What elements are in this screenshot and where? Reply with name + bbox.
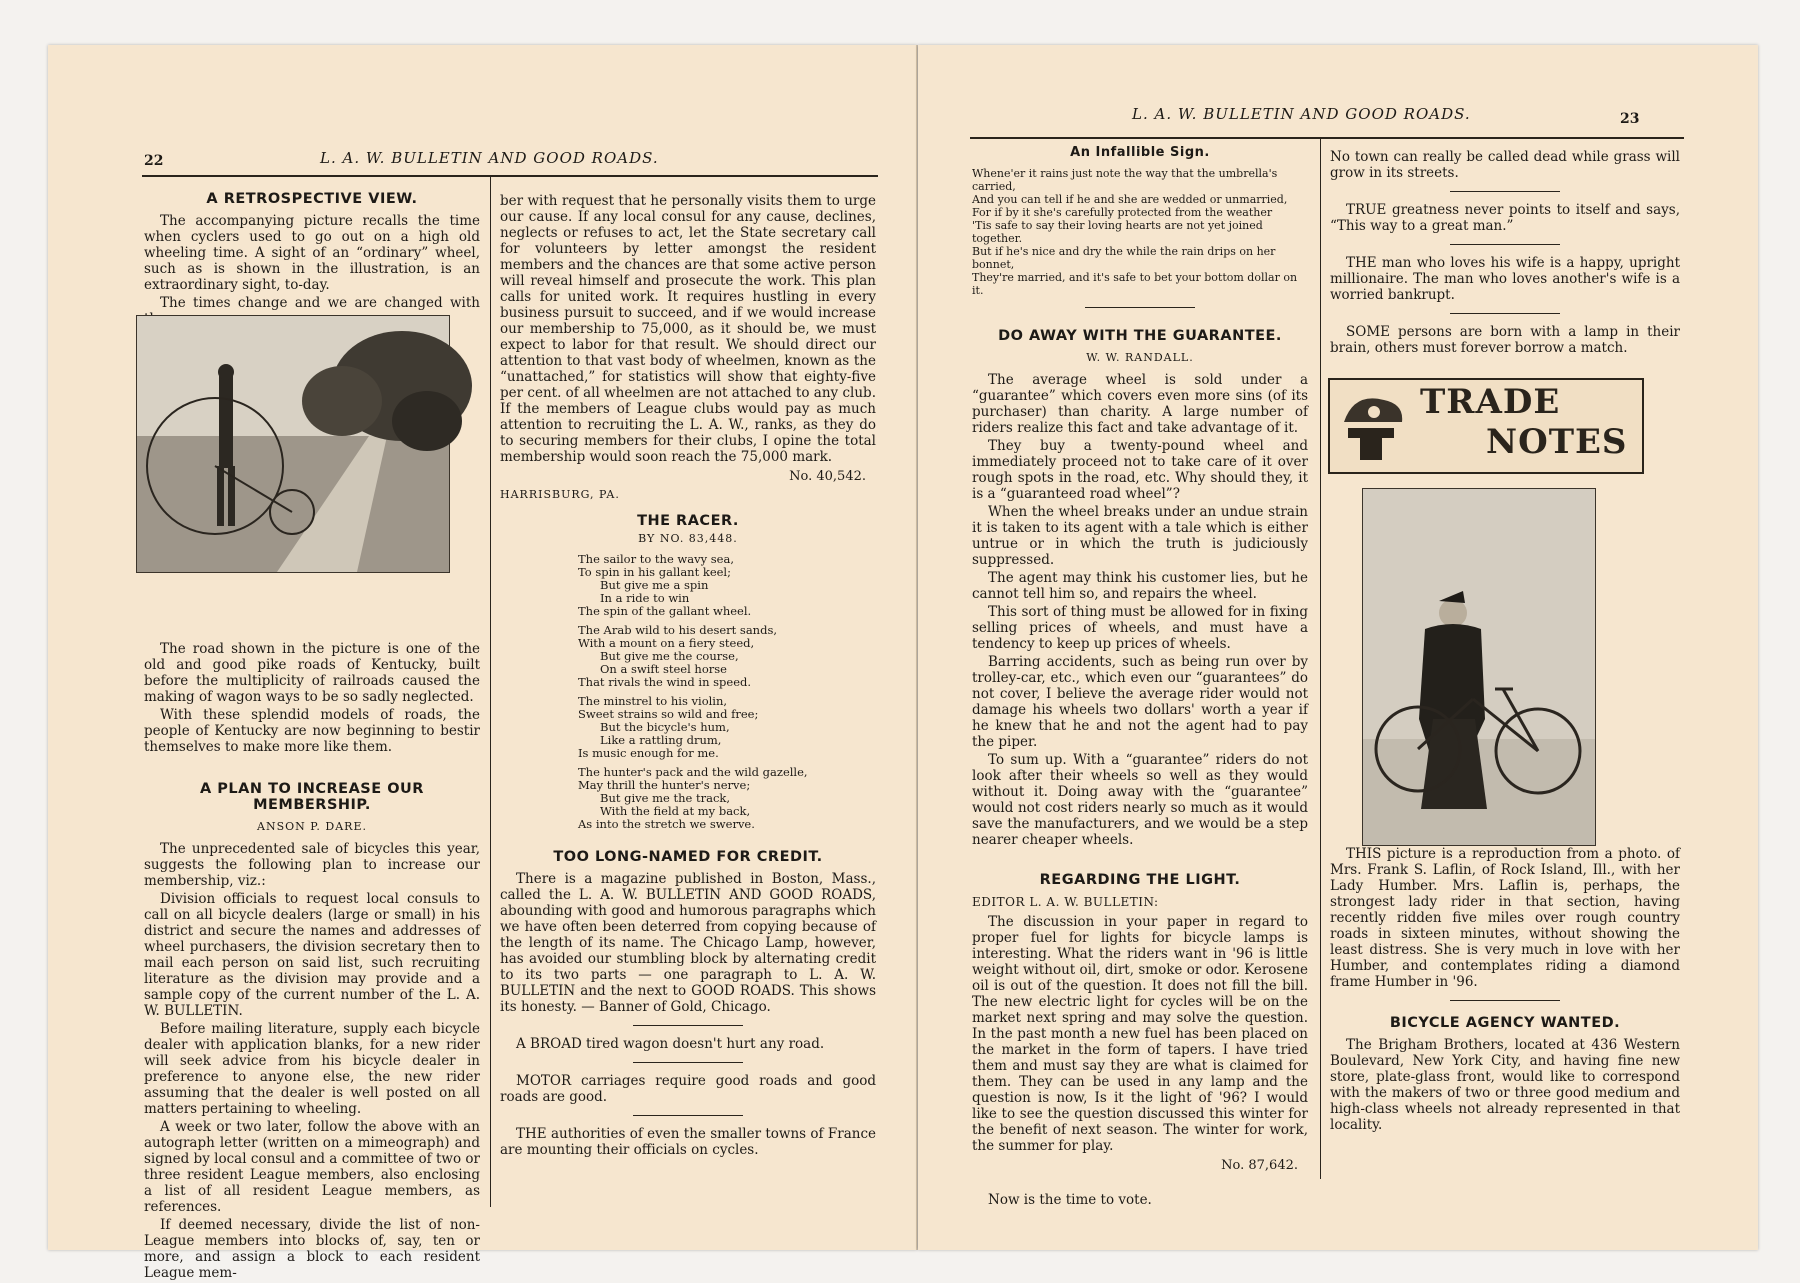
guarantee-title: DO AWAY WITH THE GUARANTEE. <box>998 328 1282 344</box>
poem-line: Sweet strains so wild and free; <box>578 707 759 721</box>
credit-paragraph: There is a magazine published in Boston, Mass., called the L. A. W. BULLETIN AND GOOD ROADS, abounding with good and humorous paragraphs which we have often been deterred from copying because of the length of its name. The Chicago Lamp, however, has avoided our stumbling block by alternating credit to its two parts — one paragraph to L. A. W. BULLETIN and the next to GOOD ROADS. This shows its honesty. — Banner of Gold, Chicago. <box>500 871 876 1015</box>
guarantee-paragraph: They buy a twenty-pound wheel and immediately proceed not to take care of it over rough spots in the road, etc. Why should they, it is a “guaranteed road wheel”? <box>972 438 1308 502</box>
membership-paragraph: The unprecedented sale of bicycles this year, suggests the following plan to increase our membership, viz.: <box>144 841 480 889</box>
poem-line: For if by it she's carefully protected from the weather <box>972 206 1273 219</box>
filler-item: TRUE greatness never points to itself and says, “This way to a great man.” <box>1330 202 1680 234</box>
left-page <box>48 45 917 1281</box>
left-page-number: 22 <box>144 153 164 169</box>
poem-line: On a swift steel horse <box>600 662 727 676</box>
retrospective-paragraph: The times change and we are changed with <box>160 295 480 311</box>
separator-rule <box>633 1025 743 1026</box>
right-column-1 <box>972 141 1308 1210</box>
poem-line: But give me a spin <box>600 578 709 592</box>
poem-stanza <box>578 553 876 618</box>
poem-line: In a ride to win <box>600 591 690 605</box>
membership-title: A PLAN TO INCREASE OUR MEMBERSHIP. <box>200 781 424 813</box>
filler-item: THE man who loves his wife is a happy, upright millionaire. The man who loves another's wife is a worried bankrupt. <box>1330 255 1680 303</box>
poem-line: With a mount on a fiery steed, <box>578 636 755 650</box>
poem-line: May thrill the hunter's nerve; <box>578 778 751 792</box>
anvil-icon <box>1334 382 1412 470</box>
trade-notes-banner <box>1328 378 1644 474</box>
separator-rule <box>633 1115 743 1116</box>
right-column-rule <box>1320 139 1321 1179</box>
guarantee-paragraph: The agent may think his customer lies, but he cannot tell him so, and repairs the wheel. <box>972 570 1308 602</box>
filler-item: THE authorities of even the smaller towns of France are mounting their officials on cycles. <box>500 1126 876 1158</box>
separator-rule <box>1450 191 1560 192</box>
light-title: REGARDING THE LIGHT. <box>1039 872 1241 888</box>
filler-item: A BROAD tired wagon doesn't hurt any road. <box>516 1036 825 1052</box>
racer-poem <box>578 553 876 831</box>
poem-line: And you can tell if he and she are wedded or unmarried, <box>972 193 1288 206</box>
notes-word: NOTES <box>1486 422 1628 462</box>
left-column-rule <box>490 175 491 1207</box>
right-header-rule <box>970 137 1684 139</box>
left-running-head: L. A. W. BULLETIN AND GOOD ROADS. <box>320 149 659 167</box>
guarantee-paragraph: This sort of thing must be allowed for in fixing selling prices of wheels, and must have a tendency to keep up prices of wheels. <box>972 604 1308 652</box>
sign-title: An Infallible Sign. <box>1070 145 1210 160</box>
left-column-2 <box>500 193 876 1160</box>
poem-line: 'Tis safe to say their loving hearts are not yet joined together. <box>972 219 1263 245</box>
woman-with-bicycle-illustration <box>1363 489 1595 845</box>
poem-line: Is music enough for me. <box>578 746 719 760</box>
poem-line: The minstrel to his violin, <box>578 694 728 708</box>
poem-line: Whene'er it rains just note the way that the umbrella's carried, <box>972 167 1278 193</box>
separator-rule <box>1450 244 1560 245</box>
agency-paragraph: The Brigham Brothers, located at 436 Western Boulevard, New York City, and having fine new store, plate-glass front, would like to correspond with the makers of two or three good medium and high-class wheels not already represented in that locality. <box>1330 1037 1680 1133</box>
filler-item: SOME persons are born with a lamp in their brain, others must forever borrow a match. <box>1330 324 1680 356</box>
poem-line: But give me the course, <box>600 649 739 663</box>
membership-paragraph: Division officials to request local consuls to call on all bicycle dealers (large or small) in his district and secure the names and addresses of wheel purchasers, the division secretary then to mail each person on said list, such recruiting literature as the division may provide and a sample copy of the current number of the L. A. W. BULLETIN. <box>144 891 480 1019</box>
poem-stanza <box>578 695 876 760</box>
guarantee-byline: W. W. RANDALL. <box>1086 351 1194 364</box>
right-running-head: L. A. W. BULLETIN AND GOOD ROADS. <box>1132 105 1471 123</box>
poem-line: Like a rattling drum, <box>600 733 722 747</box>
poem-line: But the bicycle's hum, <box>600 720 730 734</box>
retrospective-paragraph: With these splendid models of roads, the people of Kentucky are now beginning to bestir themselves to make more like them. <box>144 707 480 755</box>
filler-item: No town can really be called dead while grass will grow in its streets. <box>1330 149 1680 181</box>
light-paragraph: The discussion in your paper in regard to proper fuel for lights for bicycle lamps is interesting. What the riders want in '96 is little weight without oil, dirt, smoke or odor. Kerosene oil is out of the question. It does not fill the bill. The new electric light for cycles will be on the market next spring and may solve the question. In the past month a new fuel has been placed on the market in the form of tapers. I have tried them and must say they are what is claimed for them. They can be used in any lamp and the question is now, Is it the light of '96? I would like to see the question discussed this winter for the benefit of next season. The winter for work, the summer for play. <box>972 914 1308 1154</box>
poem-line: With the field at my back, <box>600 804 751 818</box>
poem-line: The Arab wild to his desert sands, <box>578 623 778 637</box>
right-page-number: 23 <box>1620 111 1640 127</box>
poem-stanza <box>578 624 876 689</box>
poem-line: They're married, and it's safe to bet your bottom dollar on it. <box>972 271 1298 297</box>
trade-word: TRADE <box>1420 382 1561 422</box>
separator-rule <box>1450 1000 1560 1001</box>
membership-paragraph: Before mailing literature, supply each bicycle dealer with application blanks, for a new rider will seek advice from his bicycle dealer in preference to anyone else, the new rider assuming that the dealer is well posted on all matters pertaining to wheeling. <box>144 1021 480 1117</box>
laflin-photo <box>1362 488 1596 846</box>
poem-line: The spin of the gallant wheel. <box>578 604 752 618</box>
racer-title: THE RACER. <box>637 513 739 529</box>
vote-line: Now is the time to vote. <box>988 1192 1152 1208</box>
separator-rule <box>1085 307 1195 308</box>
light-salutation: EDITOR L. A. W. BULLETIN: <box>972 895 1159 909</box>
right-page <box>918 45 1758 1250</box>
ordinary-bicycle-photo <box>136 315 450 573</box>
separator-rule <box>1450 313 1560 314</box>
guarantee-paragraph: When the wheel breaks under an undue strain it is taken to its agent with a tale which is either untrue or in which the truth is judiciously suppressed. <box>972 504 1308 568</box>
filler-item: MOTOR carriages require good roads and good roads are good. <box>500 1073 876 1105</box>
guarantee-paragraph: Barring accidents, such as being run over by trolley-car, etc., which even our “guarantees” do not cover, I believe the average rider would not damage his wheels two dollars' worth a year if he knew that he and not the agent had to pay the piper. <box>972 654 1308 750</box>
membership-paragraph: If deemed necessary, divide the list of non-League members into blocks of, say, ten or more, and assign a block to each resident League mem- <box>144 1217 480 1281</box>
membership-number: No. 40,542. <box>789 469 866 484</box>
poem-line: To spin in his gallant keel; <box>578 565 731 579</box>
poem-line: But if he's nice and dry the while the rain drips on her bonnet, <box>972 245 1276 271</box>
poem-line: As into the stretch we swerve. <box>578 817 755 831</box>
credit-title: TOO LONG-NAMED FOR CREDIT. <box>553 849 823 865</box>
agency-title: BICYCLE AGENCY WANTED. <box>1389 1015 1621 1031</box>
membership-dateline: HARRISBURG, PA. <box>500 488 620 501</box>
membership-paragraph: A week or two later, follow the above with an autograph letter (written on a mimeograph) and signed by local consul and a committee of two or three resident League members, also enclosing a list of all resident League members, as references. <box>144 1119 480 1215</box>
sign-poem <box>972 167 1308 297</box>
poem-line: But give me the track, <box>600 791 731 805</box>
guarantee-paragraph: The average wheel is sold under a “guarantee” which covers even more sins (of its purchaser) than charity. A large number of riders realize this fact and take advantage of it. <box>972 372 1308 436</box>
light-number: No. 87,642. <box>1221 1158 1298 1173</box>
ordinary-bicycle-illustration <box>137 316 449 572</box>
poem-stanza <box>578 766 876 831</box>
retrospective-paragraph: The accompanying picture recalls the time when cyclers used to go out on a high old wheeling time. A sight of an “ordinary” wheel, such as is shown in the illustration, is an extraordinary sight, to-day. <box>144 213 480 293</box>
retrospective-paragraph: The road shown in the picture is one of the old and good pike roads of Kentucky, built before the multiplicity of railroads caused the making of wagon ways to be so sadly neglected. <box>144 641 480 705</box>
racer-byline: BY NO. 83,448. <box>638 532 738 545</box>
laflin-caption: THIS picture is a reproduction from a photo. of Mrs. Frank S. Laflin, of Rock Island, Ill., with her Lady Humber. Mrs. Laflin is, perhaps, the strongest lady rider in that section, having recently ridden five miles over rough country roads in sixteen minutes, without showing the least distress. She is very much in love with her Humber, and contemplates riding a diamond frame Humber in '96. <box>1330 846 1680 990</box>
separator-rule <box>633 1062 743 1063</box>
membership-byline: ANSON P. DARE. <box>257 820 367 833</box>
poem-line: The sailor to the wavy sea, <box>578 552 734 566</box>
poem-line: That rivals the wind in speed. <box>578 675 752 689</box>
membership-paragraph: ber with request that he personally visits them to urge our cause. If any local consul for any cause, declines, neglects or refuses to act, let the State secretary call for volunteers by letter amongst the resident members and the chances are that some active person will reveal himself and prosecute the work. This plan calls for united work. It requires hustling in every business pursuit to succeed, and if we would increase our membership to 75,000, as it should be, we must expect to labor for that result. We should direct our attention to that vast body of wheelmen, known as the “unattached,” for statistics will show that eighty-five per cent. of all wheelmen are not attached to any club. If the members of League clubs would pay as much attention to recruiting the L. A. W., ranks, as they do to securing members for their clubs, I opine the total membership would soon reach the 75,000 mark. <box>500 193 876 465</box>
retrospective-title: A RETROSPECTIVE VIEW. <box>206 191 418 207</box>
poem-line: The hunter's pack and the wild gazelle, <box>578 765 808 779</box>
guarantee-paragraph: To sum up. With a “guarantee” riders do not look after their wheels so well as they would without it. Doing away with the “guarantee” would not cost riders nearly so much as it would save the manufacturers, and we would be a step nearer cheaper wheels. <box>972 752 1308 848</box>
